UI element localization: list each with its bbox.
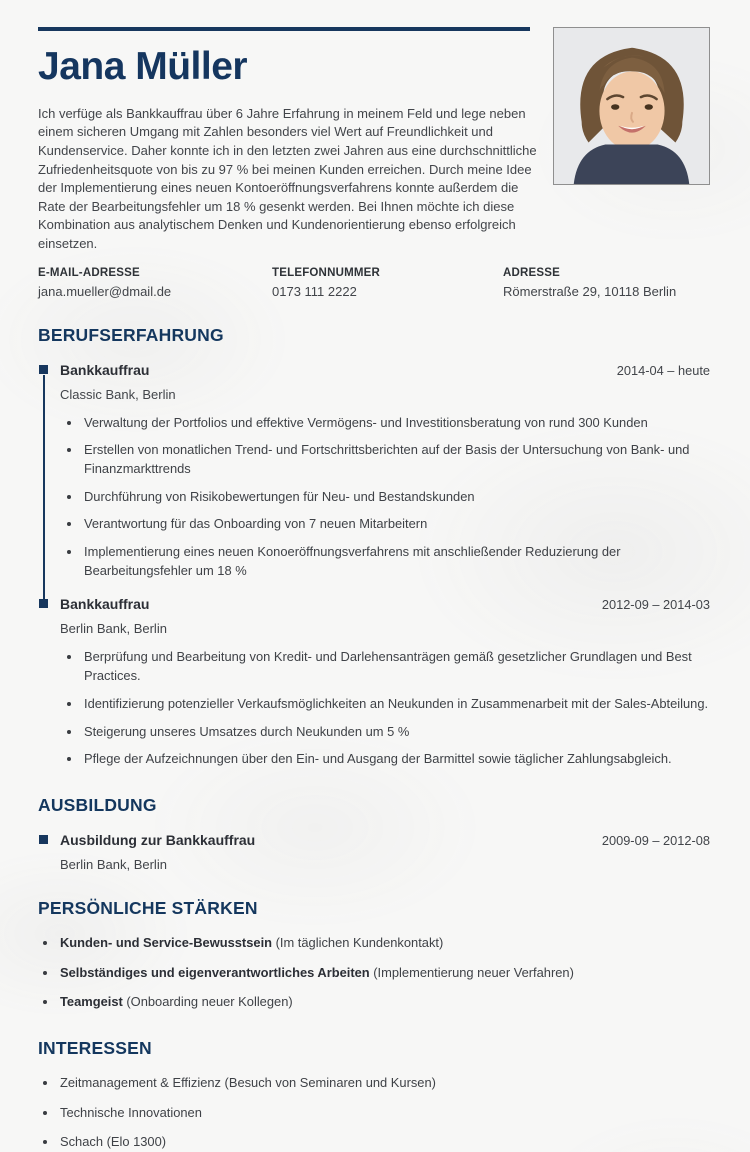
timeline-entry <box>38 596 710 769</box>
interest-text: Zeitmanagement & Effizienz (Besuch von Seminaren und Kursen) <box>60 1075 436 1091</box>
section-title-experience: BERUFSERFAHRUNG <box>38 324 224 345</box>
bullet-text: Verwaltung der Portfolios und effektive Vermögens- und Investitionsberatung von rund 300 Kunden <box>84 414 648 430</box>
bullet-dot <box>43 1140 47 1144</box>
list-item <box>38 934 710 953</box>
strength-detail: (Im täglichen Kundenkontakt) <box>272 934 444 950</box>
company-name: Berlin Bank, Berlin <box>60 856 167 872</box>
entry-header <box>60 596 710 612</box>
profile-photo <box>553 27 710 185</box>
contact-section <box>38 267 710 299</box>
bullet-dot <box>43 971 47 975</box>
strength-label: Teamgeist <box>60 994 123 1010</box>
strength-detail: (Implementierung neuer Verfahren) <box>369 964 574 980</box>
company-name: Classic Bank, Berlin <box>60 386 176 402</box>
bullet-text: Erstellen von monatlichen Trend- und Fortschrittsberichten auf der Basis der Untersuchung von Bank- und Finanzmarkttrends <box>84 442 690 476</box>
timeline-square-marker <box>39 365 48 374</box>
list-item <box>60 441 710 478</box>
header-rule <box>38 27 530 31</box>
experience-entries <box>38 362 710 769</box>
section-title-strengths: PERSÖNLICHE STÄRKEN <box>38 897 258 918</box>
strength-label: Selbständiges und eigenverantwortliches Arbeiten <box>60 964 370 980</box>
bullet-text: Verantwortung für das Onboarding von 7 neuen Mitarbeitern <box>84 516 428 532</box>
page-title: Jana Müller <box>38 45 248 88</box>
phone-label: TELEFONNUMMER <box>272 266 381 279</box>
bullet-text: Pflege der Aufzeichnungen über den Ein- und Ausgang der Barmittel sowie täglicher Zahlungsabgleich. <box>84 751 672 767</box>
bullet-text: Durchführung von Risikobewertungen für Neu- und Bestandskunden <box>84 488 475 504</box>
bullet-dot <box>43 941 47 945</box>
profile-summary: Ich verfüge als Bankkauffrau über 6 Jahre Erfahrung in meinem Feld und lege neben einem sicheren Umgang mit Zahlen besonders viel Wert auf Freundlichkeit und Kundenservice. Daher konnte ich in den letzten zwei Jahren aus eine durchschnittliche Zufriedenheitsquote von bis zu 97 % bei meinen Kunden erreichen. Durch meine Idee der Implementierung eines neuen Kontoeröffnungsverfahrens konnte außerdem die Rate der Bearbeitungsfehler um 18 % gesenkt werden. Bei Ihnen möchte ich diese Kombination aus analytischem Denken und Kundenorientierung ebenso erfolgreich einsetzen. <box>38 105 537 251</box>
bullet-text: Berprüfung und Bearbeitung von Kredit- und Darlehensanträgen gemäß gesetzlicher Grundlagen und Best Practices. <box>84 649 692 684</box>
contact-phone <box>272 267 503 299</box>
bullet-list <box>60 414 710 581</box>
education-entries <box>38 832 710 872</box>
date-range: 2012-09 – 2014-03 <box>601 597 710 613</box>
list-item <box>38 1133 710 1152</box>
strength-detail: (Onboarding neuer Kollegen) <box>122 994 293 1010</box>
bullet-dot <box>67 495 71 499</box>
list-item <box>60 695 710 714</box>
entry-header <box>60 362 710 378</box>
bullet-dot <box>67 522 71 526</box>
section-title-interests: INTERESSEN <box>38 1038 152 1059</box>
phone-value: 0173 111 2222 <box>272 283 357 299</box>
bullet-text: Implementierung eines neuen Konoeröffnungsverfahrens mit anschließender Reduzierung der Bearbeitungsfehler um 18 % <box>84 544 621 578</box>
list-item <box>38 1074 710 1093</box>
list-item <box>38 993 710 1012</box>
list-item <box>60 648 710 685</box>
email-label: E-MAIL-ADRESSE <box>38 266 140 279</box>
date-range: 2009-09 – 2012-08 <box>601 832 710 848</box>
contact-email <box>38 267 272 299</box>
interests-list <box>38 1074 710 1152</box>
bullet-list <box>60 648 710 769</box>
email-value: jana.mueller@dmail.de <box>38 283 172 299</box>
bullet-dot <box>43 1111 47 1115</box>
bullet-dot <box>43 1000 47 1004</box>
job-title: Ausbildung zur Bankkauffrau <box>60 831 256 848</box>
strength-label: Kunden- und Service-Bewusstsein <box>60 934 273 950</box>
job-title: Bankkauffrau <box>60 361 150 378</box>
date-range: 2014-04 – heute <box>616 362 710 378</box>
list-item <box>60 515 710 534</box>
company-name: Berlin Bank, Berlin <box>60 621 167 637</box>
timeline-square-marker <box>39 835 48 844</box>
bullet-dot <box>67 421 71 425</box>
list-item <box>38 964 710 983</box>
bullet-text: Steigerung unseres Umsatzes durch Neukunden um 5 % <box>84 723 410 739</box>
strengths-list <box>38 934 710 1012</box>
bullet-dot <box>67 655 71 659</box>
address-label: ADRESSE <box>503 266 560 279</box>
list-item <box>60 414 710 433</box>
list-item <box>38 1104 710 1123</box>
bullet-dot <box>67 448 71 452</box>
interest-text: Technische Innovationen <box>60 1104 202 1120</box>
portrait-illustration <box>554 28 709 184</box>
contact-address <box>503 267 710 299</box>
bullet-text: Identifizierung potenzieller Verkaufsmöglichkeiten an Neukunden in Zusammenarbeit mit der Sales-Abteilung. <box>84 695 709 711</box>
timeline-connector <box>43 375 45 601</box>
bullet-dot <box>67 730 71 734</box>
bullet-dot <box>43 1081 47 1085</box>
timeline-square-marker <box>39 599 48 608</box>
timeline-entry <box>38 362 710 581</box>
job-title: Bankkauffrau <box>60 596 150 613</box>
list-item <box>60 750 710 769</box>
address-value: Römerstraße 29, 10118 Berlin <box>503 283 677 299</box>
list-item <box>60 543 710 580</box>
timeline-entry <box>38 832 710 872</box>
bullet-dot <box>67 757 71 761</box>
list-item <box>60 488 710 507</box>
bullet-dot <box>67 702 71 706</box>
section-title-education: AUSBILDUNG <box>38 794 157 815</box>
list-item <box>60 723 710 742</box>
entry-header <box>60 832 710 848</box>
interest-text: Schach (Elo 1300) <box>60 1134 167 1150</box>
bullet-dot <box>67 550 71 554</box>
